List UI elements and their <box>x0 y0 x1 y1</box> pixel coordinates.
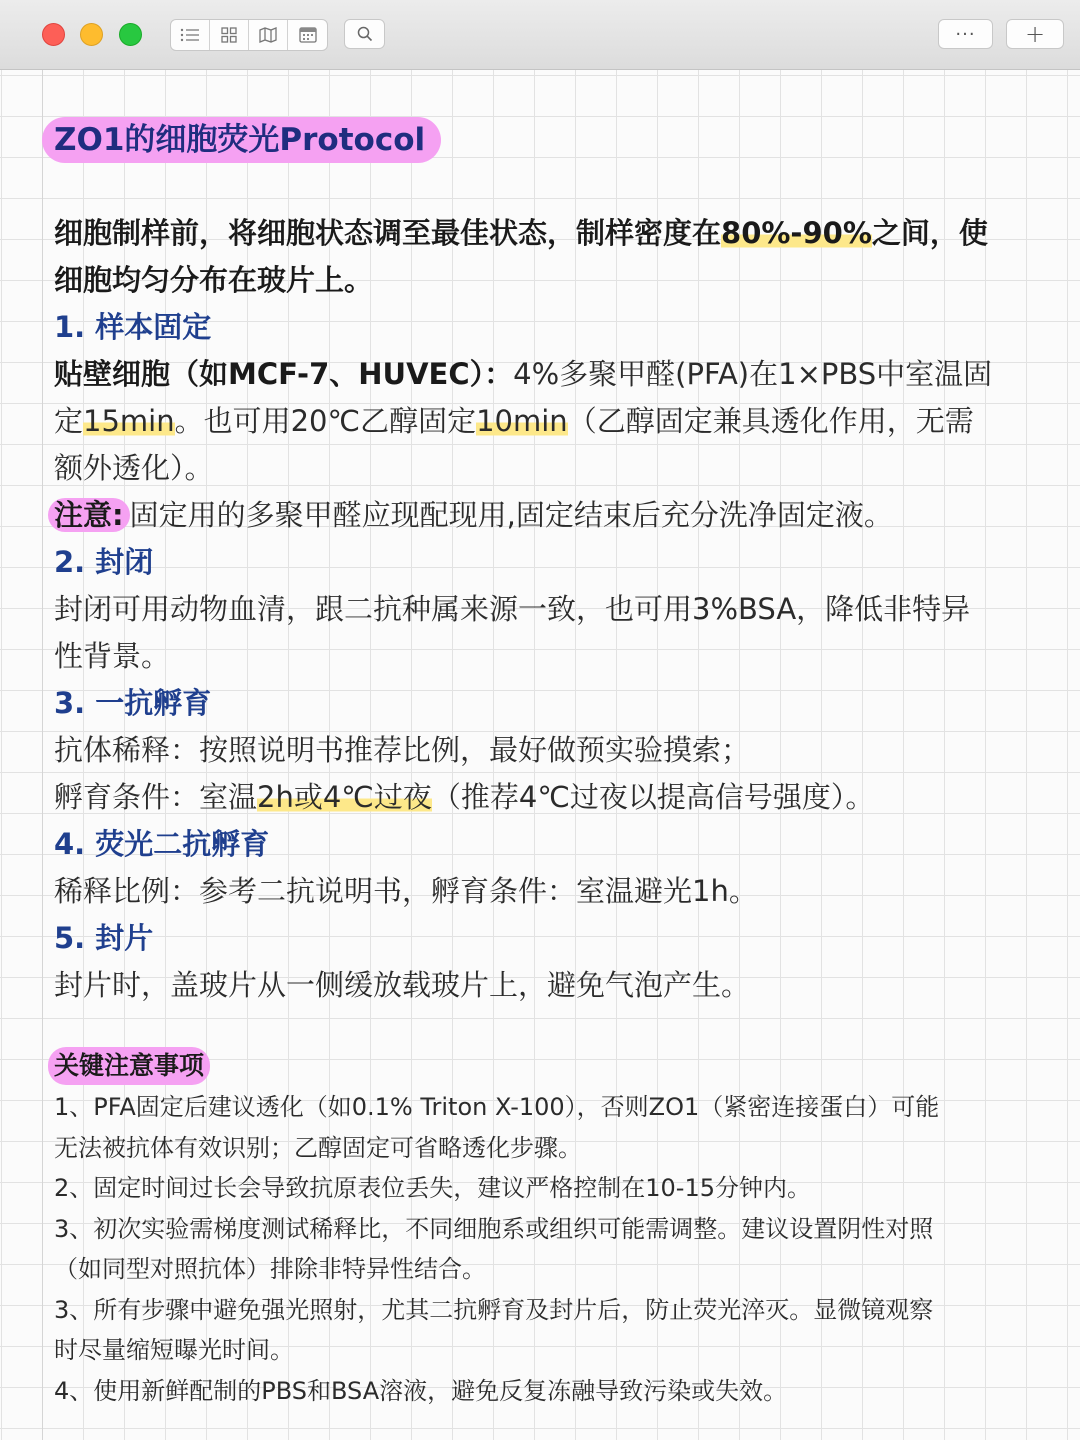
note-line: 无法被抗体有效识别；乙醇固定可省略透化步骤。 <box>54 1133 582 1162</box>
list-view-button[interactable] <box>171 20 210 50</box>
note-line: 3、初次实验需梯度测试稀释比，不同细胞系或组织可能需调整。建议设置阴性对照 <box>54 1214 934 1243</box>
add-note-button[interactable]: + <box>1006 19 1064 49</box>
intro-line-2: 细胞均匀分布在玻片上。 <box>54 263 374 297</box>
fixation-line-3: 额外透化）。 <box>54 451 214 485</box>
key-notes <box>54 1047 1044 1411</box>
section-heading-blocking: 2. 封闭 <box>54 545 154 579</box>
primary-antibody-line-2: 孵育条件：室温2h或4℃过夜（推荐4℃过夜以提高信号强度）。 <box>54 780 875 814</box>
fixation-note: 注意: 固定用的多聚甲醛应现配现用,固定结束后充分洗净固定液。 <box>54 492 1044 539</box>
note-label: 注意: <box>48 498 130 532</box>
note-line: 3、所有步骤中避免强光照射，尤其二抗孵育及封片后，防止荧光淬灭。显微镜观察 <box>54 1295 934 1324</box>
close-window-button[interactable] <box>42 23 65 46</box>
blocking-line-2: 性背景。 <box>54 639 171 673</box>
margin-line <box>42 70 43 1440</box>
window-toolbar <box>0 0 1080 70</box>
map-icon <box>258 26 278 44</box>
secondary-antibody-line-1: 稀释比例：参考二抗说明书，孵育条件：室温避光1h。 <box>54 874 758 908</box>
minimize-window-button[interactable] <box>80 23 103 46</box>
intro-line-1: 细胞制样前，将细胞状态调至最佳状态，制样密度在80%-90%之间，使 <box>54 216 988 250</box>
key-notes-title: 关键注意事项 <box>48 1047 210 1085</box>
section-heading-fixation: 1. 样本固定 <box>54 310 212 344</box>
section-heading-mounting: 5. 封片 <box>54 921 154 955</box>
more-options-button[interactable]: ··· <box>938 19 993 49</box>
note-line: 1、PFA固定后建议透化（如0.1% Triton X-100），否则ZO1（紧密连接蛋白）可能 <box>54 1093 940 1121</box>
search-icon <box>356 25 374 43</box>
mounting-line-1: 封片时，盖玻片从一侧缓放载玻片上，避免气泡产生。 <box>54 968 751 1002</box>
zoom-window-button[interactable] <box>119 23 142 46</box>
list-icon <box>180 27 200 43</box>
map-view-button[interactable] <box>249 20 288 50</box>
fixation-line-2: 定15min。也可用20℃乙醇固定10min（乙醇固定兼具透化作用，无需 <box>54 404 974 438</box>
primary-antibody-line-1: 抗体稀释：按照说明书推荐比例，最好做预实验摸索； <box>54 733 751 767</box>
gallery-view-button[interactable] <box>210 20 249 50</box>
note-content[interactable] <box>0 70 1080 1440</box>
search-button[interactable] <box>344 19 385 49</box>
fixation-line-1: 贴壁细胞（如MCF-7、HUVEC）：4%多聚甲醛(PFA)在1×PBS中室温固 <box>54 357 993 391</box>
section-heading-secondary-antibody: 4. 荧光二抗孵育 <box>54 827 270 861</box>
grid-icon <box>220 26 238 44</box>
view-mode-segment <box>170 19 328 51</box>
calendar-icon <box>298 26 318 44</box>
note-line: 时尽量缩短曝光时间。 <box>54 1336 294 1364</box>
note-line: 4、使用新鲜配制的PBS和BSA溶液，避免反复冻融导致污染或失效。 <box>54 1376 788 1405</box>
note-title: ZO1的细胞荧光Protocol <box>42 117 441 163</box>
section-heading-primary-antibody: 3. 一抗孵育 <box>54 686 212 720</box>
protocol-body <box>54 210 1044 1009</box>
note-line: 2、固定时间过长会导致抗原表位丢失，建议严格控制在10-15分钟内。 <box>54 1174 812 1202</box>
note-line: （如同型对照抗体）排除非特异性结合。 <box>54 1255 486 1283</box>
blocking-line-1: 封闭可用动物血清，跟二抗种属来源一致，也可用3%BSA，降低非特异 <box>54 592 971 626</box>
calendar-view-button[interactable] <box>288 20 327 50</box>
